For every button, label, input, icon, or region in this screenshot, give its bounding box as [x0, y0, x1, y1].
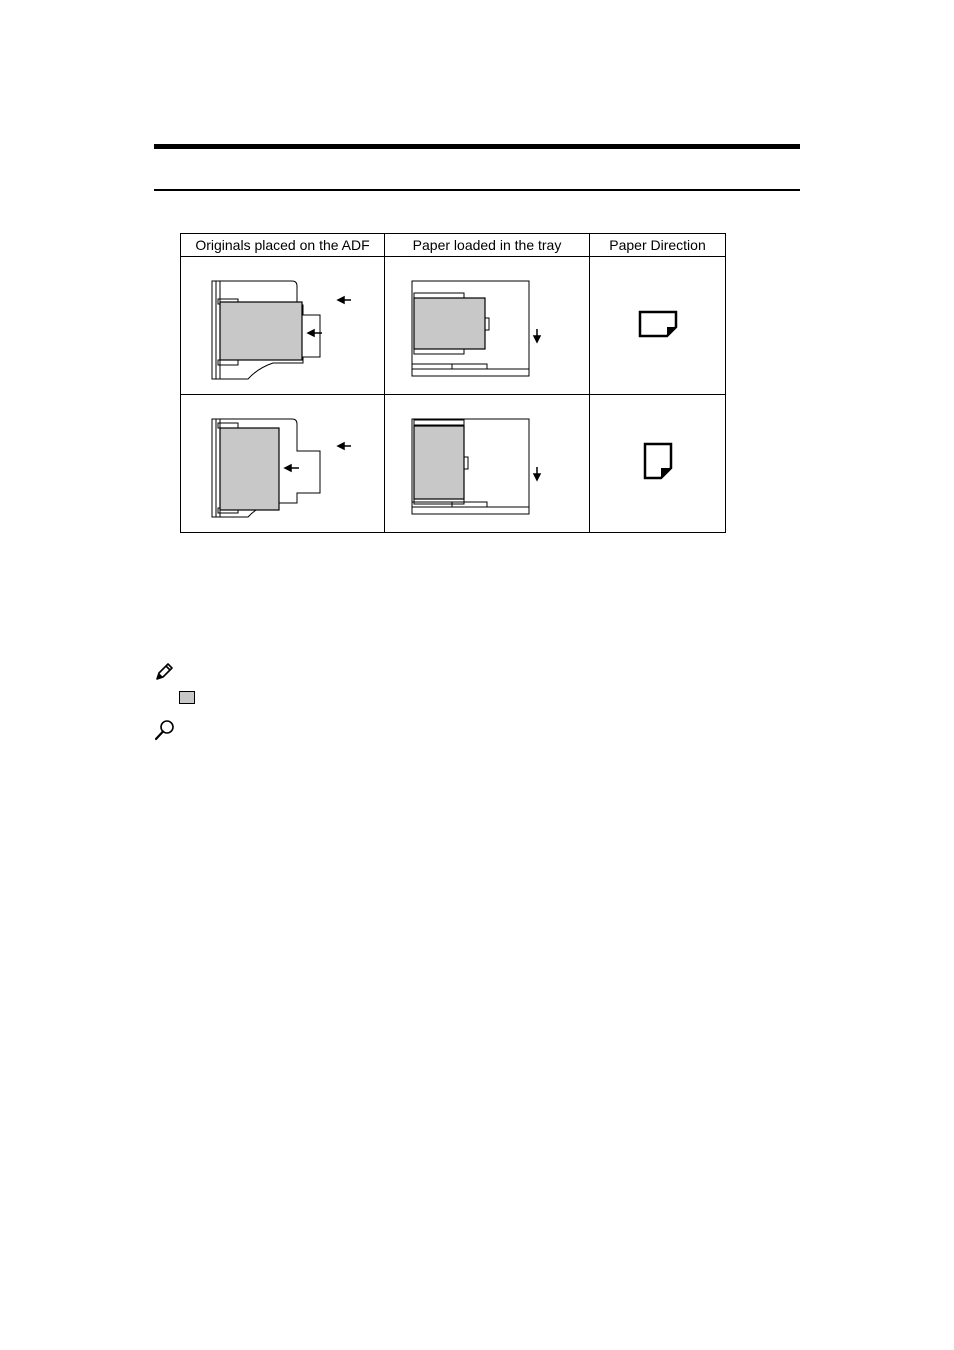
header-rule-thin — [154, 189, 800, 191]
paper-direction-portrait-icon — [638, 440, 678, 488]
table-row-landscape — [181, 257, 726, 395]
paper-legend-swatch — [179, 691, 195, 704]
header-rule-thick — [154, 144, 800, 149]
header-paper-direction: Paper Direction — [590, 234, 726, 257]
orientation-table — [180, 233, 726, 533]
table-header-row — [181, 234, 726, 257]
adf-landscape-icon — [198, 271, 368, 381]
cell-tray-landscape — [385, 257, 590, 395]
cell-adf-landscape — [181, 257, 385, 395]
table-row-portrait — [181, 395, 726, 533]
adf-portrait-icon — [198, 409, 368, 519]
cell-tray-portrait — [385, 395, 590, 533]
cell-direction-portrait — [590, 395, 726, 533]
header-paper-tray: Paper loaded in the tray — [385, 234, 590, 257]
magnifier-reference-icon — [154, 719, 176, 741]
cell-adf-portrait — [181, 395, 385, 533]
header-originals-adf: Originals placed on the ADF — [181, 234, 385, 257]
cell-direction-landscape — [590, 257, 726, 395]
pencil-note-icon — [154, 662, 174, 682]
tray-portrait-icon — [402, 409, 572, 519]
tray-landscape-icon — [402, 271, 572, 381]
paper-direction-landscape-icon — [633, 306, 683, 346]
